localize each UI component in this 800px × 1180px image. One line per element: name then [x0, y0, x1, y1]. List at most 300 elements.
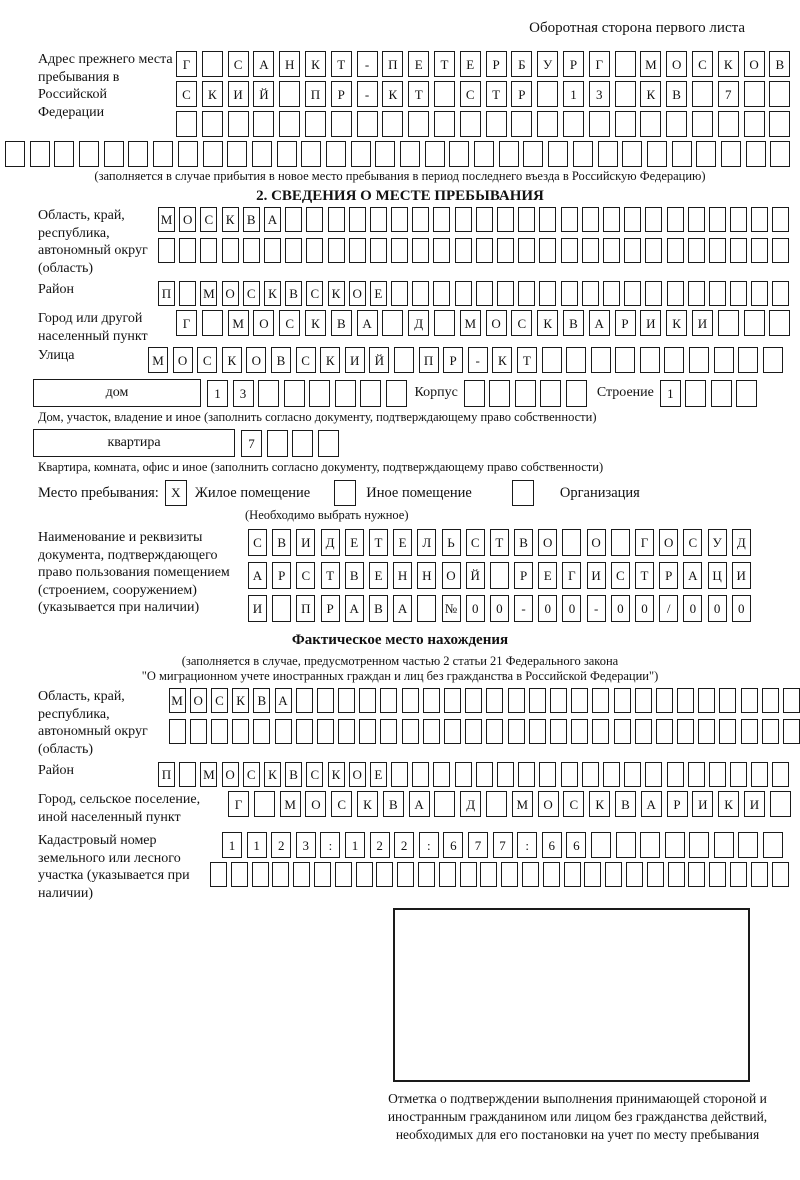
char-cell — [615, 51, 636, 77]
char-cell: С — [466, 529, 485, 556]
char-cell: В — [369, 595, 388, 622]
char-cell — [499, 141, 519, 167]
char-cell: - — [357, 81, 378, 107]
char-cell — [688, 862, 705, 887]
char-cell — [253, 111, 274, 137]
char-cell: Д — [321, 529, 340, 556]
char-cell: О — [486, 310, 507, 336]
char-cell: В — [666, 81, 687, 107]
char-cell — [769, 111, 790, 137]
char-cell — [624, 281, 641, 306]
char-cell — [615, 81, 636, 107]
char-cell: С — [683, 529, 702, 556]
char-cell — [751, 862, 768, 887]
char-cell — [719, 719, 736, 744]
char-cell: О — [349, 281, 366, 306]
char-cell: 1 — [660, 380, 681, 407]
char-cell: М — [460, 310, 481, 336]
char-cell — [508, 688, 525, 713]
char-cell — [736, 380, 757, 407]
char-cell — [486, 111, 507, 137]
char-cell — [566, 347, 586, 373]
char-cell — [305, 111, 326, 137]
char-cell: Т — [321, 562, 340, 589]
char-cell: А — [275, 688, 292, 713]
actual-location-caption-1: (заполняется в случае, предусмотренном частью 2 статьи 21 Федерального закона — [181, 654, 619, 668]
char-cell — [770, 791, 791, 817]
char-cell — [709, 281, 726, 306]
char-cell: К — [718, 791, 739, 817]
char-cell — [434, 310, 455, 336]
char-cell: 0 — [708, 595, 727, 622]
char-cell: 6 — [542, 832, 562, 858]
char-cell — [667, 238, 684, 263]
char-cell — [439, 862, 456, 887]
char-cell — [486, 688, 503, 713]
char-cell: С — [511, 310, 532, 336]
char-cell: В — [271, 347, 291, 373]
city-label: Город или другой населенный пункт — [38, 311, 148, 344]
char-cell: Й — [369, 347, 389, 373]
char-cell — [626, 862, 643, 887]
char-cell — [497, 762, 514, 787]
char-cell — [769, 310, 790, 336]
char-cell: - — [587, 595, 606, 622]
char-cell — [537, 111, 558, 137]
char-cell — [382, 111, 403, 137]
stamp-box — [393, 908, 750, 1082]
actual-city-row — [228, 791, 791, 817]
char-cell — [772, 281, 789, 306]
char-cell — [539, 762, 556, 787]
char-cell: М — [228, 310, 249, 336]
char-cell: В — [514, 529, 533, 556]
char-cell: : — [419, 832, 439, 858]
char-cell — [227, 141, 247, 167]
char-cell — [537, 81, 558, 107]
char-cell — [370, 238, 387, 263]
char-cell — [518, 281, 535, 306]
char-cell: О — [253, 310, 274, 336]
char-cell — [689, 347, 709, 373]
previous-address-caption: (заполняется в случае прибытия в новое место пребывания в период последнего въезда в Российскую Федерацию) — [94, 169, 706, 183]
char-cell: О — [222, 762, 239, 787]
char-cell: П — [158, 281, 175, 306]
char-cell: Р — [443, 347, 463, 373]
char-cell: Г — [176, 310, 197, 336]
house-block — [33, 379, 800, 407]
char-cell — [672, 141, 692, 167]
actual-location-title: Фактическое место нахождения — [291, 632, 509, 648]
char-cell: 1 — [247, 832, 267, 858]
char-cell — [763, 832, 783, 858]
char-cell: М — [148, 347, 168, 373]
char-cell — [624, 207, 641, 232]
char-cell: Й — [466, 562, 485, 589]
char-cell: 7 — [718, 81, 739, 107]
char-cell — [254, 791, 275, 817]
char-cell: С — [248, 529, 267, 556]
char-cell: Р — [667, 791, 688, 817]
char-cell — [394, 347, 414, 373]
char-cell — [433, 207, 450, 232]
stroenie-label: Строение — [596, 385, 654, 401]
char-cell — [645, 207, 662, 232]
char-cell: С — [243, 281, 260, 306]
stay-option-other-checkbox — [334, 480, 356, 506]
char-cell — [292, 430, 313, 457]
char-cell: 7 — [468, 832, 488, 858]
char-cell — [677, 719, 694, 744]
char-cell — [476, 762, 493, 787]
char-cell — [751, 281, 768, 306]
char-cell — [647, 141, 667, 167]
city-row — [176, 310, 790, 336]
char-cell — [179, 281, 196, 306]
char-cell: О — [305, 791, 326, 817]
char-cell: Й — [253, 81, 274, 107]
char-cell — [331, 111, 352, 137]
char-cell — [770, 141, 790, 167]
char-cell — [434, 81, 455, 107]
char-cell: К — [640, 81, 661, 107]
char-cell — [664, 347, 684, 373]
char-cell: С — [460, 81, 481, 107]
char-cell: К — [589, 791, 610, 817]
korpus-row — [464, 380, 587, 407]
region-label: Область, край, республика, автономный округ (область) — [38, 208, 148, 276]
char-cell — [645, 238, 662, 263]
char-cell — [603, 281, 620, 306]
char-cell: Л — [417, 529, 436, 556]
char-cell: А — [253, 51, 274, 77]
char-cell — [359, 688, 376, 713]
char-cell — [741, 688, 758, 713]
char-cell — [349, 207, 366, 232]
char-cell: А — [264, 207, 281, 232]
char-cell — [317, 719, 334, 744]
char-cell: С — [197, 347, 217, 373]
char-cell — [326, 141, 346, 167]
char-cell: 1 — [563, 81, 584, 107]
char-cell — [772, 762, 789, 787]
char-cell — [423, 719, 440, 744]
char-cell — [744, 111, 765, 137]
char-cell: : — [320, 832, 340, 858]
char-cell: В — [345, 562, 364, 589]
char-cell — [709, 762, 726, 787]
char-cell — [744, 81, 765, 107]
char-cell — [550, 719, 567, 744]
previous-address-row-3 — [176, 111, 790, 137]
char-cell: С — [243, 762, 260, 787]
char-cell — [455, 762, 472, 787]
char-cell: И — [692, 791, 713, 817]
char-cell — [285, 207, 302, 232]
previous-address-row-4 — [5, 141, 800, 167]
stay-option-other-label: Иное помещение — [366, 485, 472, 501]
char-cell: В — [769, 51, 790, 77]
char-cell — [391, 238, 408, 263]
street-label: Улица — [38, 348, 75, 363]
char-cell — [359, 719, 376, 744]
char-cell: О — [587, 529, 606, 556]
char-cell: У — [537, 51, 558, 77]
char-cell — [275, 719, 292, 744]
char-cell — [563, 111, 584, 137]
char-cell: И — [640, 310, 661, 336]
char-cell: № — [442, 595, 461, 622]
char-cell — [582, 238, 599, 263]
char-cell — [523, 141, 543, 167]
char-cell — [711, 380, 732, 407]
char-cell — [465, 688, 482, 713]
char-cell — [721, 141, 741, 167]
char-cell: И — [248, 595, 267, 622]
char-cell — [449, 141, 469, 167]
char-cell: О — [190, 688, 207, 713]
char-cell — [202, 111, 223, 137]
char-cell — [190, 719, 207, 744]
previous-address-label: Адрес прежнего места пребывания в Российской Федерации — [38, 52, 173, 120]
char-cell — [515, 380, 536, 407]
char-cell — [476, 207, 493, 232]
char-cell — [356, 862, 373, 887]
char-cell: И — [692, 310, 713, 336]
previous-address-block — [38, 51, 800, 137]
char-cell: К — [328, 281, 345, 306]
actual-city-block — [38, 791, 800, 826]
char-cell — [540, 380, 561, 407]
page-side-note: Оборотная сторона первого листа — [529, 20, 745, 36]
char-cell: В — [272, 529, 291, 556]
char-cell — [153, 141, 173, 167]
char-cell — [444, 719, 461, 744]
stamp-caption: Отметка о подтверждении выполнения принимающей стороной и иностранным гражданином или лицом без гражданства действий, необходимых для его постановки на учет по месту пребывания — [387, 1091, 768, 1142]
char-cell — [402, 688, 419, 713]
char-cell — [573, 141, 593, 167]
char-cell — [497, 207, 514, 232]
char-cell: 6 — [566, 832, 586, 858]
char-cell — [277, 141, 297, 167]
char-cell: Е — [408, 51, 429, 77]
char-cell: 3 — [233, 380, 254, 407]
char-cell: А — [357, 310, 378, 336]
stay-option-organization-label: Организация — [559, 485, 640, 501]
char-cell — [5, 141, 25, 167]
char-cell: А — [641, 791, 662, 817]
previous-address-row-2 — [176, 81, 790, 107]
char-cell — [698, 688, 715, 713]
char-cell — [497, 238, 514, 263]
char-cell — [176, 111, 197, 137]
char-cell — [408, 111, 429, 137]
char-cell — [709, 238, 726, 263]
char-cell — [730, 207, 747, 232]
char-cell: В — [243, 207, 260, 232]
document-row-3 — [248, 595, 751, 622]
char-cell — [293, 862, 310, 887]
char-cell: Г — [589, 51, 610, 77]
char-cell — [543, 862, 560, 887]
char-cell — [423, 688, 440, 713]
char-cell — [591, 347, 611, 373]
char-cell: К — [232, 688, 249, 713]
char-cell — [264, 238, 281, 263]
char-cell — [433, 281, 450, 306]
char-cell — [434, 791, 455, 817]
section2-title: 2. СВЕДЕНИЯ О МЕСТЕ ПРЕБЫВАНИЯ — [256, 188, 544, 204]
char-cell — [589, 111, 610, 137]
char-cell — [200, 238, 217, 263]
street-block — [38, 347, 800, 373]
char-cell — [529, 688, 546, 713]
char-cell — [158, 238, 175, 263]
char-cell — [480, 862, 497, 887]
char-cell — [318, 430, 339, 457]
char-cell — [640, 111, 661, 137]
document-row-1 — [248, 529, 751, 556]
char-cell — [179, 762, 196, 787]
char-cell — [744, 310, 765, 336]
char-cell: Е — [345, 529, 364, 556]
char-cell — [508, 719, 525, 744]
char-cell: Р — [563, 51, 584, 77]
char-cell: Ь — [442, 529, 461, 556]
char-cell: И — [296, 529, 315, 556]
char-cell — [380, 688, 397, 713]
char-cell: А — [393, 595, 412, 622]
char-cell: Р — [615, 310, 636, 336]
stay-option-residential-checkbox: X — [165, 480, 187, 506]
char-cell — [692, 81, 713, 107]
char-cell — [539, 281, 556, 306]
char-cell: К — [222, 347, 242, 373]
char-cell: К — [222, 207, 239, 232]
char-cell: Т — [486, 81, 507, 107]
char-cell — [296, 719, 313, 744]
char-cell — [762, 688, 779, 713]
char-cell — [783, 688, 800, 713]
char-cell — [518, 762, 535, 787]
char-cell: - — [468, 347, 488, 373]
char-cell: А — [409, 791, 430, 817]
char-cell — [772, 238, 789, 263]
char-cell: И — [228, 81, 249, 107]
char-cell — [486, 719, 503, 744]
street-row — [148, 347, 783, 373]
previous-address-row-1 — [176, 51, 790, 77]
char-cell — [772, 207, 789, 232]
char-cell — [425, 141, 445, 167]
char-cell: Г — [228, 791, 249, 817]
char-cell: 3 — [296, 832, 316, 858]
char-cell: 7 — [493, 832, 513, 858]
char-cell: Т — [517, 347, 537, 373]
house-caption: Дом, участок, владение и иное (заполнить согласно документу, подтверждающему право собственности) — [38, 410, 597, 424]
char-cell — [243, 238, 260, 263]
char-cell: В — [615, 791, 636, 817]
char-cell — [645, 281, 662, 306]
char-cell: Е — [370, 281, 387, 306]
char-cell: С — [279, 310, 300, 336]
char-cell — [376, 862, 393, 887]
char-cell: Р — [514, 562, 533, 589]
char-cell — [571, 719, 588, 744]
char-cell — [231, 862, 248, 887]
char-cell: В — [331, 310, 352, 336]
char-cell — [656, 688, 673, 713]
char-cell: 6 — [443, 832, 463, 858]
char-cell: К — [382, 81, 403, 107]
char-cell — [561, 207, 578, 232]
char-cell: С — [611, 562, 630, 589]
char-cell: А — [248, 562, 267, 589]
char-cell: Р — [486, 51, 507, 77]
char-cell: К — [202, 81, 223, 107]
char-cell: И — [744, 791, 765, 817]
char-cell — [328, 238, 345, 263]
char-cell: Р — [321, 595, 340, 622]
char-cell: Г — [635, 529, 654, 556]
char-cell: Н — [279, 51, 300, 77]
char-cell: 0 — [538, 595, 557, 622]
document-row-2 — [248, 562, 751, 589]
char-cell — [370, 207, 387, 232]
char-cell — [614, 688, 631, 713]
char-cell — [464, 380, 485, 407]
char-cell: 2 — [370, 832, 390, 858]
char-cell — [640, 347, 660, 373]
stay-option-organization-checkbox — [512, 480, 534, 506]
char-cell — [391, 207, 408, 232]
char-cell — [301, 141, 321, 167]
char-cell: В — [383, 791, 404, 817]
cadastral-row-2 — [210, 862, 789, 887]
char-cell: О — [179, 207, 196, 232]
char-cell — [696, 141, 716, 167]
char-cell: К — [537, 310, 558, 336]
char-cell — [582, 762, 599, 787]
cadastral-label: Кадастровый номер земельного или лесного участка (указывается при наличии) — [38, 833, 190, 901]
char-cell — [272, 595, 291, 622]
char-cell: 3 — [589, 81, 610, 107]
char-cell — [296, 688, 313, 713]
char-cell — [306, 238, 323, 263]
char-cell — [719, 688, 736, 713]
char-cell: К — [264, 281, 281, 306]
char-cell — [400, 141, 420, 167]
city-block — [38, 310, 800, 345]
char-cell — [592, 688, 609, 713]
char-cell — [79, 141, 99, 167]
actual-district-block — [38, 762, 800, 787]
char-cell — [179, 238, 196, 263]
char-cell: К — [492, 347, 512, 373]
char-cell — [386, 380, 407, 407]
char-cell — [611, 529, 630, 556]
char-cell — [335, 380, 356, 407]
char-cell: И — [732, 562, 751, 589]
char-cell: С — [306, 762, 323, 787]
char-cell — [417, 595, 436, 622]
char-cell — [603, 762, 620, 787]
char-cell — [763, 347, 783, 373]
char-cell — [476, 238, 493, 263]
house-box-label: дом — [33, 379, 201, 407]
char-cell: 1 — [345, 832, 365, 858]
char-cell — [730, 862, 747, 887]
